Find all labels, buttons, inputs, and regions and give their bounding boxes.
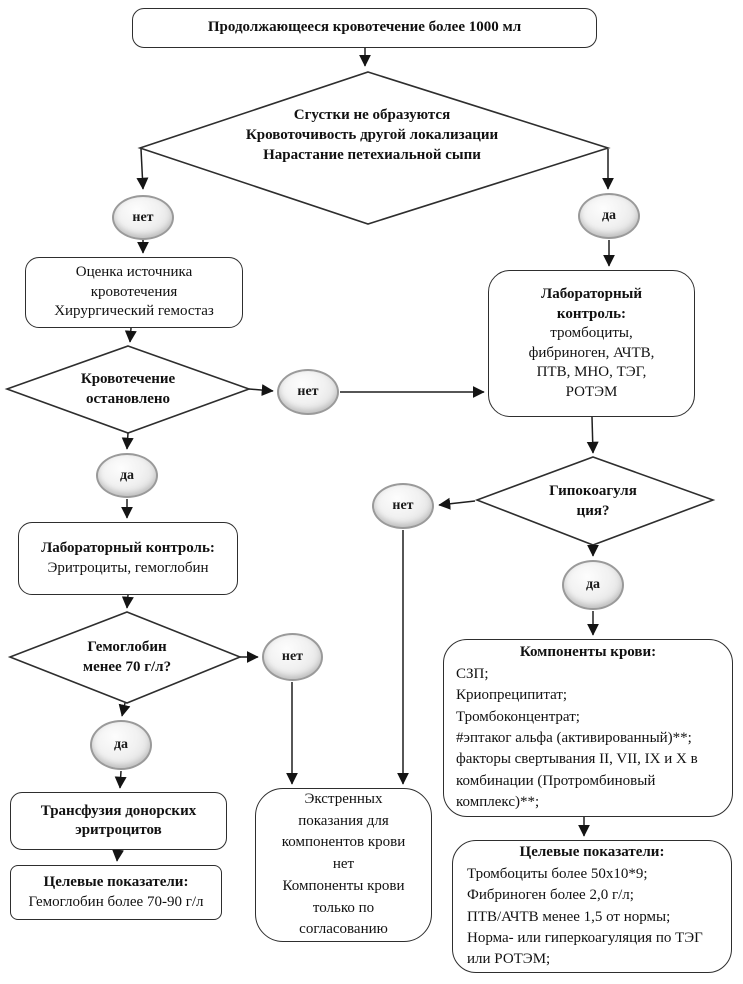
components-title: Компоненты крови: bbox=[519, 644, 657, 661]
target-right-node: Целевые показатели: Тромбоциты более 50х10*9; Фибриноген более 2,0 г/л; ПТВ/АЧТВ менее 1,5 от нормы; Норма- или гиперкоагуляция по ТЭГ или РОТЭМ; bbox=[452, 840, 732, 973]
decision-bleeding-stopped-text: Кровотечение остановлено bbox=[80, 371, 176, 407]
decision-hypocoagulation-text: Гипокоагуля ция? bbox=[549, 483, 637, 519]
yes-label-3: да bbox=[90, 720, 152, 770]
yes-label-4: да bbox=[562, 560, 624, 610]
lab-control-rbc-title: Лабораторный контроль: bbox=[41, 540, 215, 556]
lab-control-coag-body: тромбоциты, фибриноген, АЧТВ, ПТВ, МНО, ТЭГ, РОТЭМ bbox=[528, 325, 655, 400]
no-label-2: нет bbox=[277, 369, 339, 415]
decision-hemoglobin-text: Гемоглобин менее 70 г/л? bbox=[82, 639, 172, 675]
target-right-title: Целевые показатели: bbox=[519, 844, 665, 861]
emergency-node: Экстренных показания для компонентов крови нет Компоненты крови только по согласованию bbox=[255, 788, 432, 942]
transfusion-node: Трансфузия донорских эритроцитов bbox=[10, 792, 227, 850]
start-node bbox=[132, 8, 597, 48]
components-node: Компоненты крови: СЗП; Криопреципитат; Тромбоконцентрат; #эптаког альфа (активированный)**; факторы свертывания II, VII, IX и X в комбинации (Протромбиновый комплекс)**; bbox=[443, 639, 733, 817]
lab-control-rbc-node bbox=[18, 522, 238, 595]
no-label-4: нет bbox=[372, 483, 434, 529]
lab-control-coag-title: Лабораторный контроль: bbox=[541, 286, 642, 322]
no-label-1: нет bbox=[112, 195, 174, 240]
target-left-body: Гемоглобин более 70-90 г/л bbox=[28, 893, 204, 910]
target-left-node bbox=[10, 865, 222, 920]
yes-label-2: да bbox=[96, 453, 158, 498]
no-label-3: нет bbox=[262, 633, 323, 681]
yes-label-1: да bbox=[578, 193, 640, 239]
assess-source-node: Оценка источника кровотечения Хирургический гемостаз bbox=[25, 257, 243, 328]
lab-control-rbc-body: Эритроциты, гемоглобин bbox=[47, 559, 209, 576]
lab-control-coag-node bbox=[488, 270, 695, 417]
decision-no-clots-text: Сгустки не образуются Кровоточивость другой локализации Нарастание петехиальной сыпи bbox=[245, 107, 499, 163]
start-label: Продолжающееся кровотечение более 1000 мл bbox=[207, 19, 522, 36]
target-left-title: Целевые показатели: bbox=[43, 874, 189, 890]
